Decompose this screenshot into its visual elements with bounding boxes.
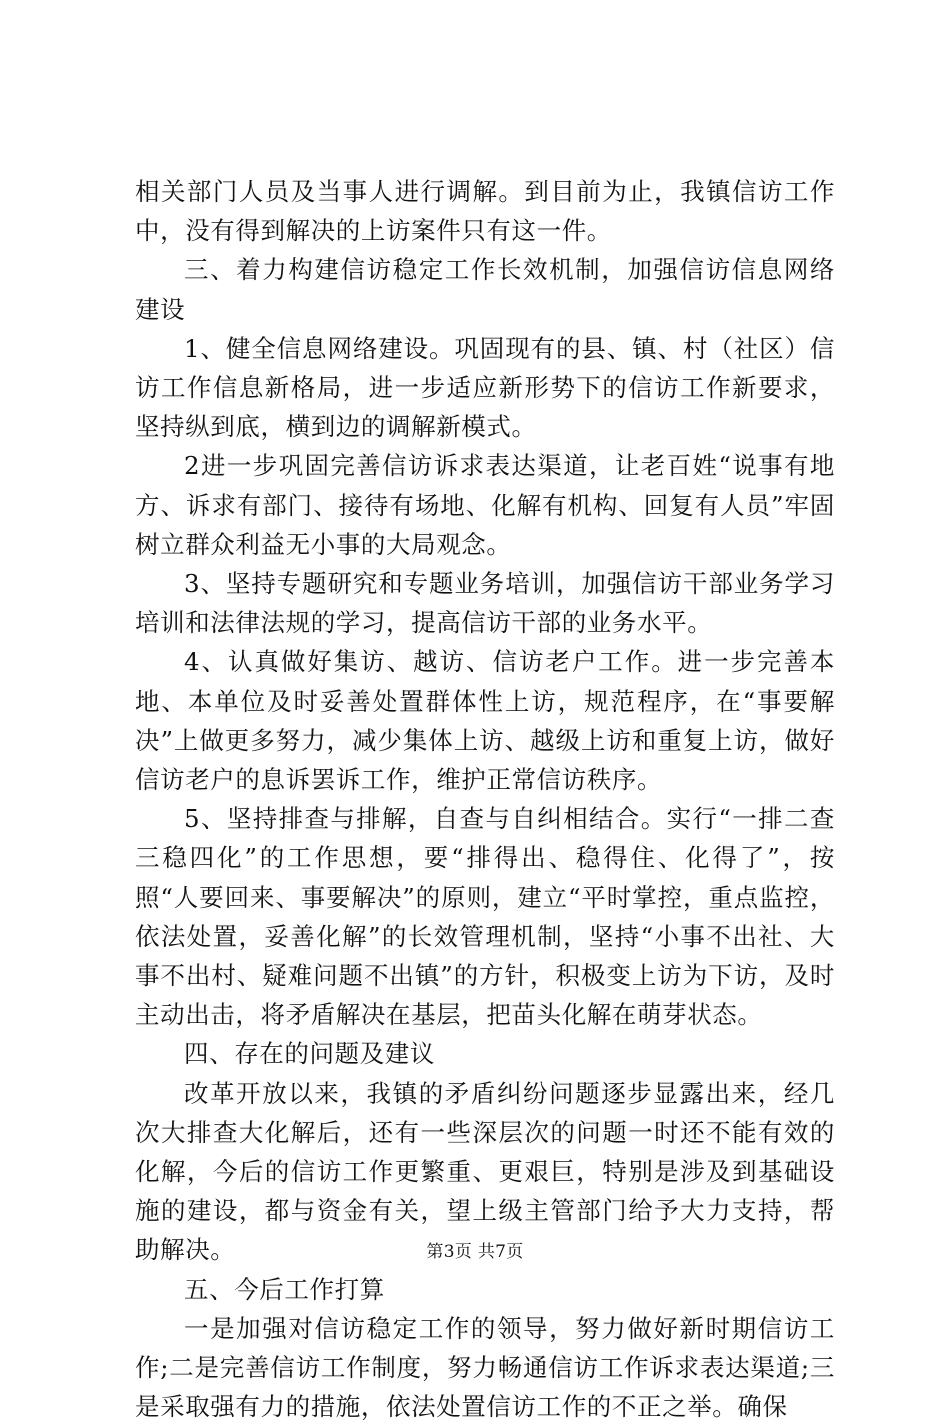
heading-section-three: 三、着力构建信访稳定工作长效机制，加强信访信息网络建设 bbox=[135, 255, 835, 324]
paragraph-item-2: 2进一步巩固完善信访诉求表达渠道，让老百姓“说事有地方、诉求有部门、接待有场地、化解有机构、回复有人员”牢固树立群众利益无小事的大局观念。 bbox=[135, 451, 835, 559]
paragraph-item-5: 5、坚持排查与排解，自查与自纠相结合。实行“一排二查三稳四化”的工作思想，要“排得出、稳得住、化得了”，按照“人要回来、事要解决”的原则，建立“平时掌控，重点监控，依法处置，妥善化解”的长效管理机制，坚持“小事不出社、大事不出村、疑难问题不出镇”的方针，积极变上访为下访，及时主动出击，将矛盾解决在基层，把苗头化解在萌芽状态。 bbox=[135, 804, 835, 1030]
paragraph-item-4: 4、认真做好集访、越访、信访老户工作。进一步完善本地、本单位及时妥善处置群体性上访，规范程序，在“事要解决”上做更多努力，减少集体上访、越级上访和重复上访，做好信访老户的息诉罢诉工作，维护正常信访秩序。 bbox=[135, 647, 835, 795]
heading-section-five: 五、今后工作打算 bbox=[184, 1274, 385, 1304]
paragraph-continuation: 相关部门人员及当事人进行调解。到目前为止，我镇信访工作中，没有得到解决的上访案件只有这一件。 bbox=[135, 177, 835, 246]
document-body bbox=[135, 172, 835, 1427]
heading-section-four: 四、存在的问题及建议 bbox=[184, 1039, 435, 1069]
page-number-footer: 第3页 共7页 bbox=[426, 1242, 524, 1262]
paragraph-plans: 一是加强对信访稳定工作的领导，努力做好新时期信访工作;二是完善信访工作制度，努力畅通信访工作诉求表达渠道;三是采取强有力的措施，依法处置信访工作的不正之举。确保 bbox=[135, 1313, 835, 1422]
paragraph-item-3: 3、坚持专题研究和专题业务培训，加强信访干部业务学习培训和法律法规的学习，提高信访干部的业务水平。 bbox=[135, 569, 835, 638]
paragraph-problems: 改革开放以来，我镇的矛盾纠纷问题逐步显露出来，经几次大排查大化解后，还有一些深层次的问题一时还不能有效的化解，今后的信访工作更繁重、更艰巨，特别是涉及到基础设施的建设，都与资金有关，望上级主管部门给予大力支持，帮助解决。 bbox=[135, 1078, 835, 1265]
paragraph-item-1: 1、健全信息网络建设。巩固现有的县、镇、村（社区）信访工作信息新格局，进一步适应新形势下的信访工作新要求，坚持纵到底，横到边的调解新模式。 bbox=[135, 333, 835, 442]
